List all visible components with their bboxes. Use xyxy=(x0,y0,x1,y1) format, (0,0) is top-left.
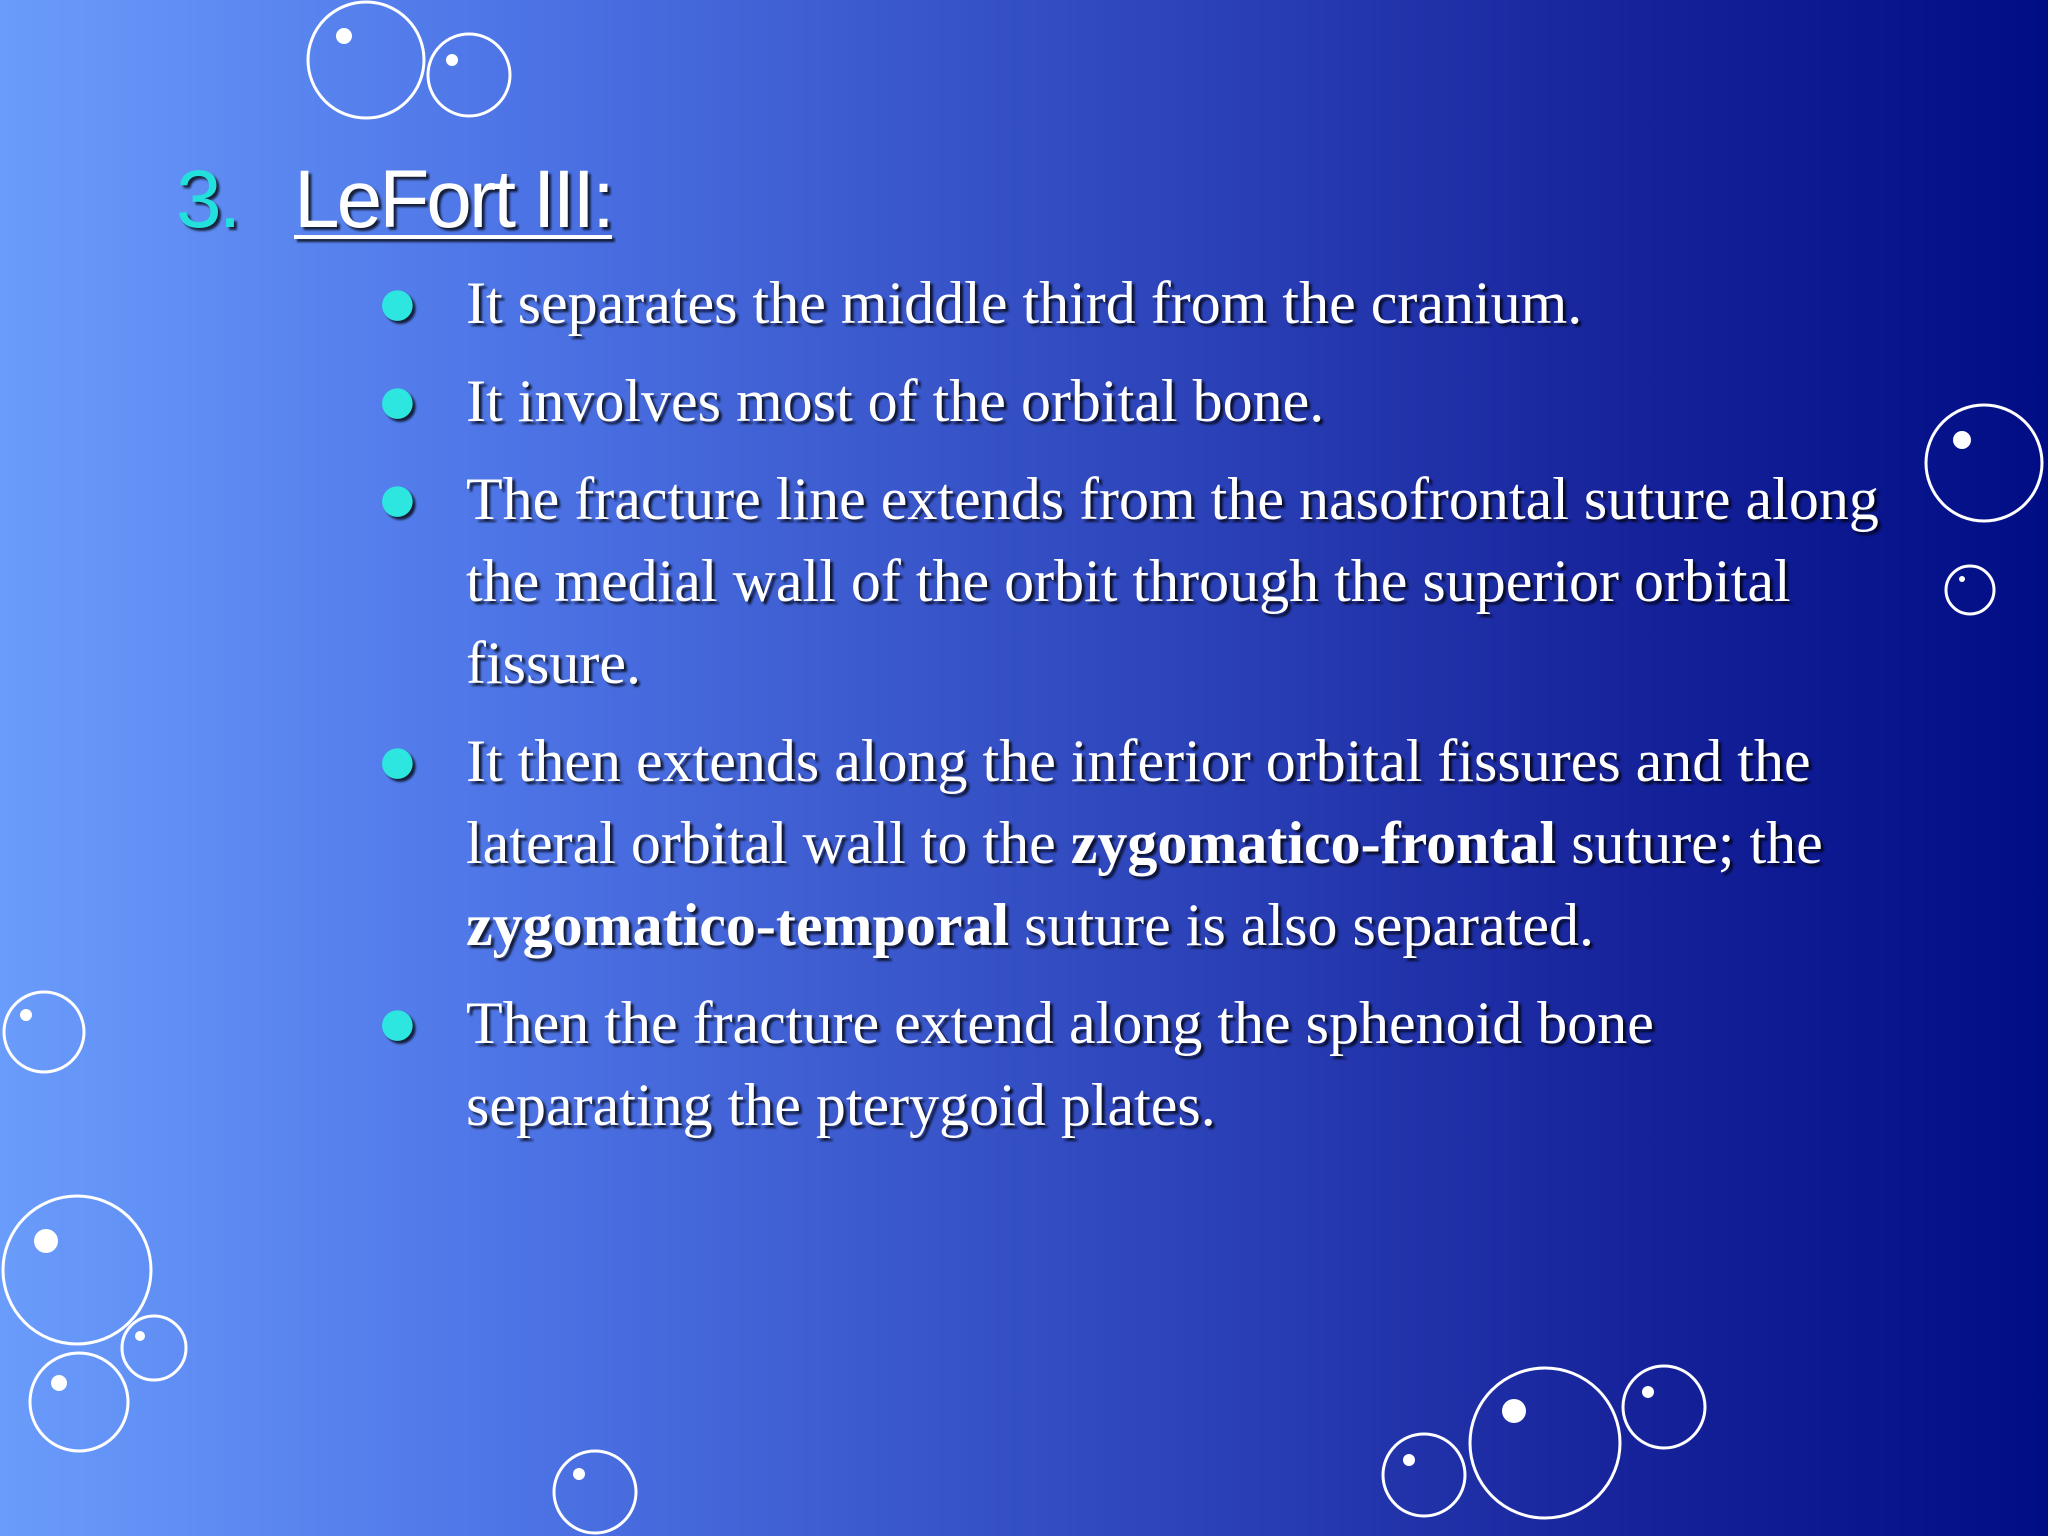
bullet-item xyxy=(370,458,1890,704)
bubble-icon xyxy=(1470,1368,1620,1518)
bubble-icon xyxy=(1623,1366,1705,1448)
bullet-text: The fracture line extends from the nasofrontal suture along the medial wall of the orbit through the superior orbital fissure. xyxy=(466,466,1879,696)
bullet-text: It separates the middle third from the cranium. xyxy=(466,270,1583,336)
bubble-icon xyxy=(3,1196,151,1344)
bullet-item xyxy=(370,262,1890,344)
bullet-dot-icon: ● xyxy=(380,378,415,424)
bold-term: zygomatico-frontal xyxy=(1070,810,1557,876)
bubble-icon xyxy=(1946,566,1994,614)
bullet-dot-icon: ● xyxy=(380,1000,415,1046)
title-text: LeFort III: xyxy=(294,154,612,245)
bubble-icon xyxy=(4,992,84,1072)
bubble-icon xyxy=(308,2,424,118)
bullet-list xyxy=(370,262,1890,1162)
bubble-icon xyxy=(1383,1434,1465,1516)
bold-term: zygomatico-temporal xyxy=(466,892,1010,958)
bubble-icon xyxy=(554,1451,636,1533)
bubble-icon xyxy=(30,1353,128,1451)
title-number: 3. xyxy=(176,154,239,245)
bubble-icon xyxy=(1926,405,2042,521)
bullet-text: It involves most of the orbital bone. xyxy=(466,368,1325,434)
bullet-text-part: suture; the xyxy=(1556,810,1823,876)
bullet-item xyxy=(370,720,1890,966)
bullet-item xyxy=(370,982,1890,1146)
bullet-dot-icon: ● xyxy=(380,280,415,326)
bullet-dot-icon: ● xyxy=(380,476,415,522)
slide-title xyxy=(176,140,612,260)
bullet-text-part: suture is also separated. xyxy=(1009,892,1594,958)
bullet-text-part: It then extends along the inferior orbital fissures and the lateral orbital wall to the xyxy=(466,728,1811,876)
bullet-text: Then the fracture extend along the sphenoid bone separating the pterygoid plates. xyxy=(466,990,1654,1138)
bullet-item xyxy=(370,360,1890,442)
bubble-icon xyxy=(428,34,510,116)
bullet-dot-icon: ● xyxy=(380,738,415,784)
bubble-icon xyxy=(122,1316,186,1380)
